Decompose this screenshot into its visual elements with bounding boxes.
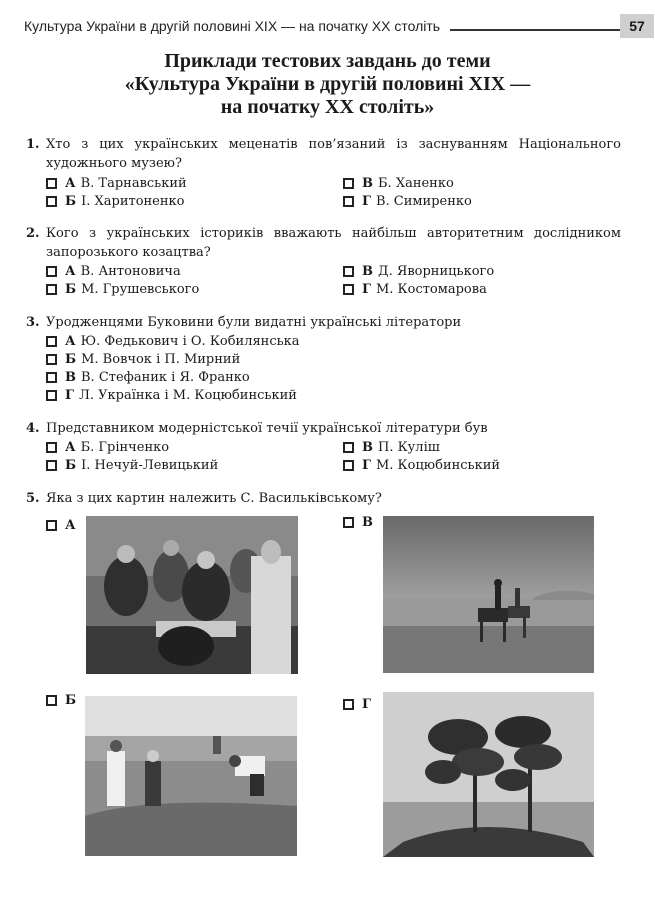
question-text: Уродженцями Буковини були видатні українські літератори: [46, 315, 462, 330]
q5-option-v[interactable]: В: [343, 515, 373, 530]
page-number: 57: [620, 14, 654, 38]
checkbox-icon[interactable]: [343, 284, 354, 295]
question-4: [26, 419, 621, 438]
checkbox-icon[interactable]: [46, 695, 57, 706]
question-2: [26, 224, 621, 262]
checkbox-icon[interactable]: [46, 390, 57, 401]
header-rule: [450, 29, 626, 31]
q4-option-b[interactable]: Б І. Нечуй-Левицький: [46, 457, 218, 475]
running-header-title: Культура України в другій половині ХІХ — на початку ХХ століть: [24, 18, 441, 34]
checkbox-icon[interactable]: [343, 517, 354, 528]
painting-pine-trees: [383, 692, 594, 857]
q2-option-a[interactable]: А В. Антоновича: [46, 263, 181, 281]
question-number: 2.: [26, 226, 40, 241]
checkbox-icon[interactable]: [46, 336, 57, 347]
checkbox-icon[interactable]: [343, 460, 354, 471]
question-text: Хто з цих українських меценатів пов’язаний із заснуванням Національного художнього музею?: [46, 137, 621, 171]
painting-cossacks-letter: [86, 516, 298, 674]
q1-option-g[interactable]: Г В. Симиренко: [343, 193, 472, 211]
q5-option-b[interactable]: Б: [46, 693, 76, 708]
checkbox-icon[interactable]: [46, 284, 57, 295]
page-title: [0, 50, 655, 119]
checkbox-icon[interactable]: [46, 178, 57, 189]
checkbox-icon[interactable]: [46, 460, 57, 471]
q3-option-a[interactable]: А Ю. Федькович і О. Кобилянська: [46, 333, 300, 351]
question-number: 5.: [26, 491, 40, 506]
painting-harvest-field: [85, 696, 297, 856]
q3-option-b[interactable]: Б М. Вовчок і П. Мирний: [46, 351, 240, 369]
checkbox-icon[interactable]: [343, 442, 354, 453]
checkbox-icon[interactable]: [46, 196, 57, 207]
question-text: Представником модерністської течії української літератури був: [46, 421, 488, 436]
checkbox-icon[interactable]: [343, 178, 354, 189]
question-text: Кого з українських істориків вважають найбільш авторитетним дослідником запорозького козацтва?: [46, 226, 621, 260]
checkbox-icon[interactable]: [343, 699, 354, 710]
q2-option-v[interactable]: В Д. Яворницького: [343, 263, 494, 281]
q1-option-b[interactable]: Б І. Харитоненко: [46, 193, 185, 211]
q4-option-g[interactable]: Г М. Коцюбинський: [343, 457, 500, 475]
q4-option-a[interactable]: А Б. Грінченко: [46, 439, 169, 457]
q1-option-v[interactable]: В Б. Ханенко: [343, 175, 454, 193]
q3-option-g[interactable]: Г Л. Українка і М. Коцюбинський: [46, 387, 297, 405]
q5-option-g[interactable]: Г: [343, 697, 371, 712]
q1-option-a[interactable]: А В. Тарнавський: [46, 175, 187, 193]
question-number: 4.: [26, 421, 40, 436]
page-title-line-2: «Культура України в другій половині ХІХ —: [124, 73, 531, 95]
q2-option-b[interactable]: Б М. Грушевського: [46, 281, 199, 299]
checkbox-icon[interactable]: [46, 372, 57, 383]
question-number: 1.: [26, 137, 40, 152]
question-1: [26, 135, 621, 173]
checkbox-icon[interactable]: [46, 442, 57, 453]
q4-option-v[interactable]: В П. Куліш: [343, 439, 440, 457]
running-header: [24, 14, 654, 40]
checkbox-icon[interactable]: [46, 354, 57, 365]
q2-option-g[interactable]: Г М. Костомарова: [343, 281, 487, 299]
checkbox-icon[interactable]: [46, 266, 57, 277]
question-text: Яка з цих картин належить С. Васильківському?: [46, 491, 382, 506]
painting-riders-steppe: [383, 516, 594, 673]
checkbox-icon[interactable]: [343, 266, 354, 277]
page-title-line-3: на початку ХХ століть»: [220, 96, 435, 118]
question-number: 3.: [26, 315, 40, 330]
q3-option-v[interactable]: В В. Стефаник і Я. Франко: [46, 369, 250, 387]
question-5: [26, 489, 621, 508]
q5-option-a[interactable]: А: [46, 518, 76, 533]
page-title-line-1: Приклади тестових завдань до теми: [164, 50, 491, 72]
question-3: [26, 313, 621, 332]
checkbox-icon[interactable]: [343, 196, 354, 207]
checkbox-icon[interactable]: [46, 520, 57, 531]
